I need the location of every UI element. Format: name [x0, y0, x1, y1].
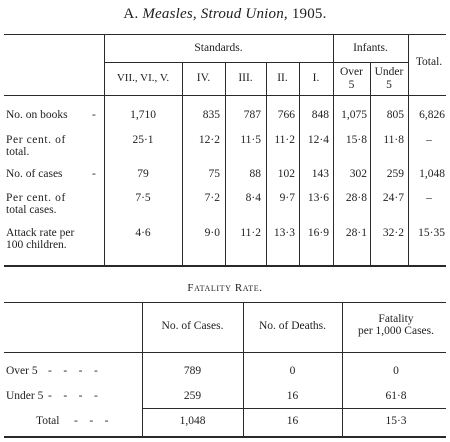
table-cell: 789 [183, 365, 202, 377]
table-cell: 6,826 [419, 109, 445, 121]
top-rule [4, 302, 446, 303]
table-cell: 259 [183, 390, 202, 402]
row-label: Over 5 [6, 365, 38, 377]
table-cell: 9·0 [204, 227, 220, 239]
table-cell: 1,075 [341, 109, 367, 121]
table-cell: 13·3 [273, 227, 295, 239]
column-header-total: Total. [415, 56, 443, 68]
table-cell: 88 [249, 168, 261, 180]
table-cell: 32·2 [382, 227, 404, 239]
table-cell: 11·5 [240, 134, 261, 146]
table2-title: Fatality Rate. [187, 282, 263, 294]
table-cell: 143 [311, 168, 329, 180]
column-header-line: 5 [348, 79, 355, 91]
table-cell: – [426, 192, 432, 204]
table-cell: 11·2 [240, 227, 261, 239]
table-cell: 11·2 [274, 134, 295, 146]
column-header: IV. [196, 72, 211, 84]
group-header-rule [104, 62, 408, 63]
table-cell: 79 [137, 168, 149, 180]
table-cell: 8·4 [245, 192, 261, 204]
table-cell: 848 [311, 109, 329, 121]
table-cell: 787 [243, 109, 261, 121]
table-cell: 302 [349, 168, 367, 180]
table-cell: 16 [286, 415, 299, 427]
table-cell: 28·8 [345, 192, 367, 204]
row-label: Per cent. of [6, 134, 66, 146]
row-label: No. of cases [6, 168, 63, 180]
row-label-dash: - [92, 168, 96, 180]
row-label-dashes: - - - - [48, 390, 98, 402]
table-cell: 1,710 [130, 109, 156, 121]
table-cell: 835 [202, 109, 220, 121]
table-cell: 12·2 [198, 134, 220, 146]
table-cell: 0 [393, 365, 399, 377]
table-cell: 1,048 [419, 168, 445, 180]
table-cell: 766 [277, 109, 295, 121]
title-prefix: A. [123, 6, 139, 22]
group-header-infants: Infants. [353, 42, 388, 54]
column-header: I. [312, 72, 320, 84]
table-cell: 259 [386, 168, 404, 180]
table1-title [0, 6, 450, 23]
title-year: 1905. [291, 6, 327, 22]
table-cell: 12·4 [307, 134, 329, 146]
row-label: Under 5 [6, 390, 44, 402]
column-header: III. [238, 72, 253, 84]
table-cell: 25·1 [132, 134, 154, 146]
row-label: No. on books [6, 109, 68, 121]
row-label: 100 children. [6, 239, 67, 251]
column-header-under5 [370, 66, 408, 92]
column-header-line: Under [374, 66, 404, 78]
top-rule [4, 34, 446, 35]
column-header-line: Over [340, 66, 363, 78]
row-label: Total [36, 415, 60, 427]
column-header-fatality-sub: per 1,000 Cases. [357, 325, 434, 337]
table-cell: 9·7 [279, 192, 295, 204]
table-cell: 102 [277, 168, 295, 180]
table-cell: 15·35 [418, 227, 445, 239]
table-cell: 15·3 [385, 415, 407, 427]
group-header-standards: Standards. [194, 42, 243, 54]
table-cell: 16 [286, 390, 299, 402]
row-label: Per cent. of [6, 192, 66, 204]
table-cell: 805 [386, 109, 404, 121]
header-rule [4, 352, 446, 353]
table-cell: 7·5 [135, 192, 151, 204]
column-header: II. [277, 72, 288, 84]
table-cell: 13·6 [307, 192, 329, 204]
table-cell: 16·9 [307, 227, 329, 239]
table-cell: 61·8 [385, 390, 407, 402]
column-header-fatality: Fatality [378, 313, 414, 325]
bottom-rule [4, 265, 446, 267]
row-label: total. [6, 146, 30, 158]
row-label: Attack rate per [6, 227, 75, 239]
row-label-dashes: - - - [74, 415, 109, 427]
table-cell: 15·8 [345, 134, 367, 146]
title-italic: Measles, Stroud Union, [142, 6, 288, 22]
row-label-dash: - [92, 109, 96, 121]
table-cell: 1,048 [179, 415, 206, 427]
column-header-over5 [333, 66, 370, 92]
table-cell: 0 [289, 365, 296, 377]
table-cell: 11·8 [383, 134, 404, 146]
column-header: VII., VI., V. [116, 72, 170, 84]
table-cell: 28·1 [345, 227, 367, 239]
column-header-deaths: No. of Deaths. [258, 320, 327, 332]
bottom-rule [4, 436, 446, 438]
table-cell: 75 [208, 168, 220, 180]
table-cell: – [426, 134, 432, 146]
column-header-cases: No. of Cases. [161, 320, 224, 332]
row-label: total cases. [6, 204, 57, 216]
row-label-dashes: - - - - [48, 365, 98, 377]
table-cell: 4·6 [135, 227, 151, 239]
column-header-line: 5 [386, 79, 392, 91]
sum-rule [142, 408, 446, 409]
table-cell: 7·2 [204, 192, 220, 204]
table-cell: 24·7 [382, 192, 404, 204]
